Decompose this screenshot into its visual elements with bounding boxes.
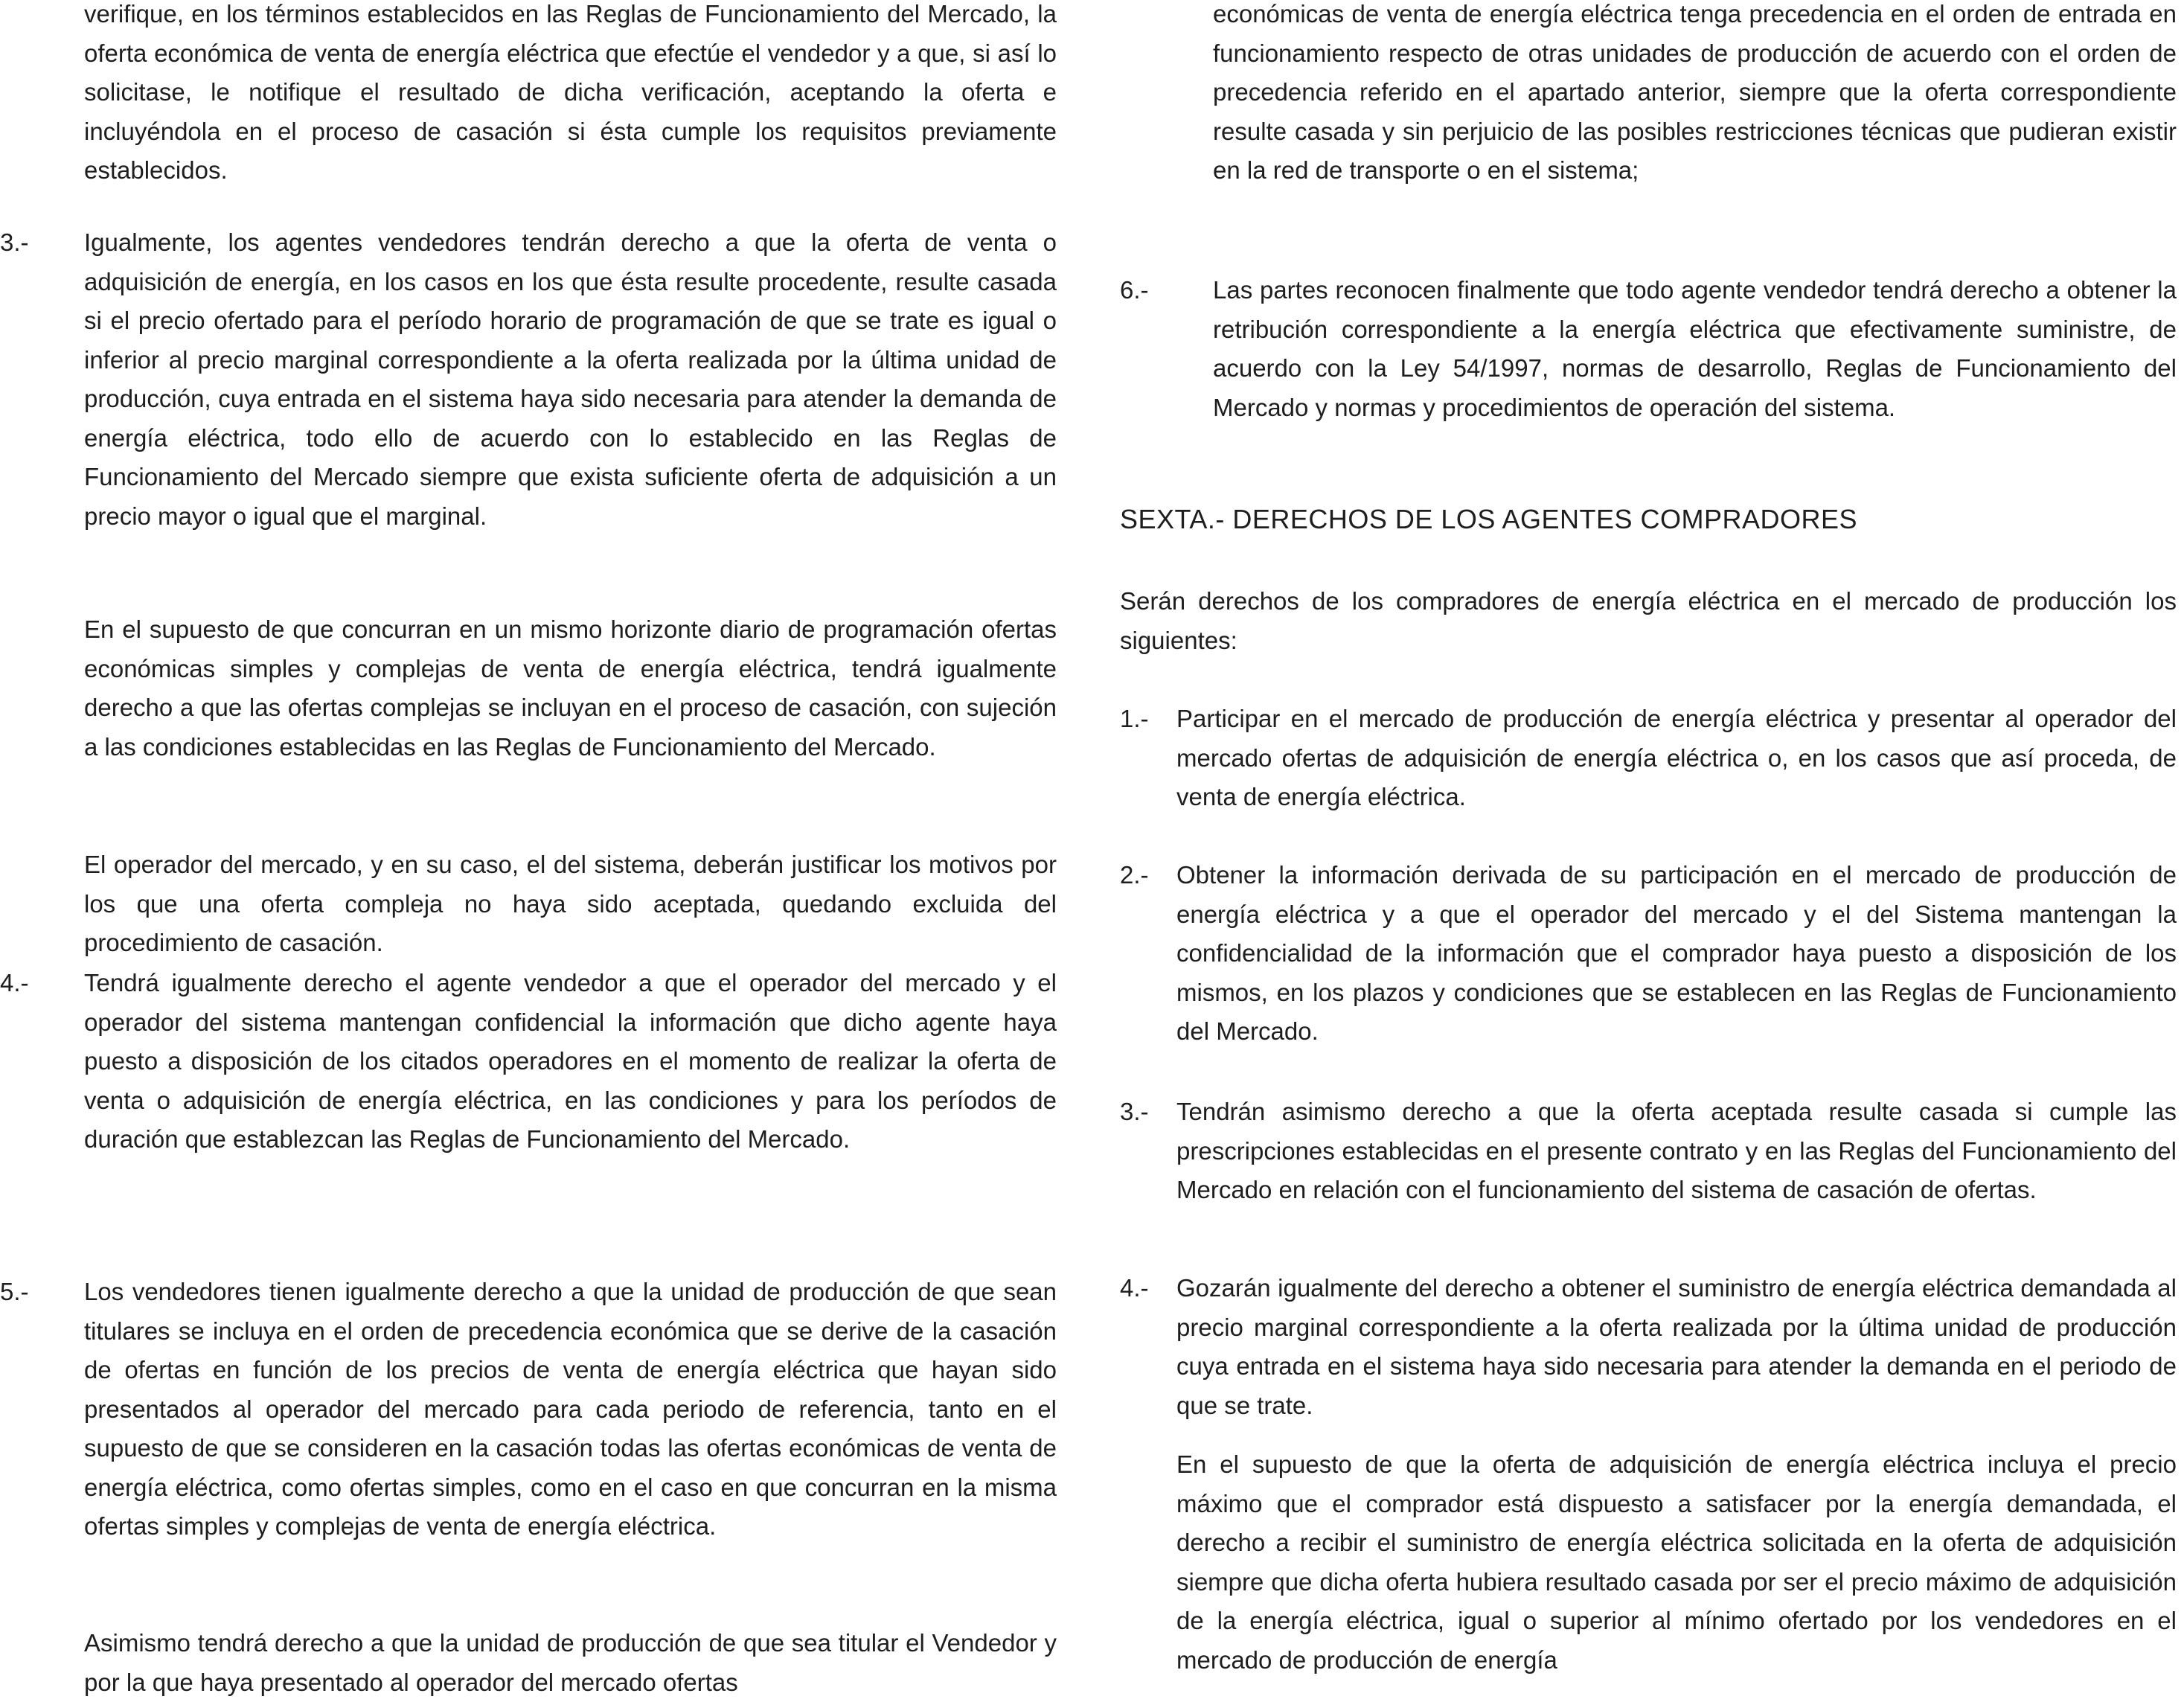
paragraph [1120, 1445, 2177, 1680]
clause-number: 4.- [0, 969, 29, 996]
paragraph-continuation [1120, 0, 2177, 191]
intro-paragraph [1120, 582, 2177, 660]
buyer-right-1 [1120, 700, 2177, 817]
paragraph-text: Asimismo tendrá derecho a que la unidad de producción de que sea titular el Vendedor y por la que haya presentado al operador del mercado ofertas [84, 1629, 1057, 1696]
clause-5 [0, 1273, 1057, 1546]
paragraph-text: Serán derechos de los compradores de energía eléctrica en el mercado de producción los siguientes: [1120, 587, 2177, 654]
clause-number: 2.- [1120, 861, 1149, 889]
clause-6 [1120, 271, 2177, 427]
paragraph-text: En el supuesto de que la oferta de adquisición de energía eléctrica incluya el precio máximo que el comprador está dispuesto a satisfacer por la energía demandada, el derecho a recibir el suministro de energía eléctrica solicitada en la oferta de adquisición siempre que dicha oferta hubiera resultado casada por ser el precio máximo de adquisición de la energía eléctrica, igual o superior al mínimo ofertado por los vendedores en el mercado de producción de energía [1176, 1450, 2177, 1674]
paragraph-text: Obtener la información derivada de su participación en el mercado de producción de energía eléctrica y a que el operador del mercado y el del Sistema mantengan la confidencialidad de la información que el comprador haya puesto a disposición de los mismos, en los plazos y condiciones que se establecen en las Reglas de Funcionamiento del Mercado. [1176, 861, 2177, 1045]
clause-number: 5.- [0, 1278, 29, 1305]
clause-number: 3.- [0, 228, 29, 256]
clause-number: 6.- [1120, 276, 1149, 304]
paragraph-text: En el supuesto de que concurran en un mismo horizonte diario de programación ofertas económicas simples y complejas de venta de energía eléctrica, tendrá igualmente derecho a que las ofertas complejas se incluyan en el proceso de casación, con sujeción a las condiciones establecidas en las Reglas de Funcionamiento del Mercado. [84, 615, 1057, 761]
section-heading: SEXTA.- DERECHOS DE LOS AGENTES COMPRADORES [1120, 504, 1858, 534]
paragraph-text: Participar en el mercado de producción de energía eléctrica y presentar al operador del mercado ofertas de adquisición de energía eléctrica o, en los casos que así proceda, de venta de energía eléctrica. [1176, 705, 2177, 810]
buyer-right-3 [1120, 1092, 2177, 1210]
paragraph-text: verifique, en los términos establecidos en las Reglas de Funcionamiento del Mercado, la oferta económica de venta de energía eléctrica que efectúe el vendedor y a que, si así lo solicitase, le notifique el resultado de dicha verificación, aceptando la oferta e incluyéndola en el proceso de casación si ésta cumple los requisitos previamente establecidos. [84, 0, 1057, 184]
section-heading-block [1120, 500, 2177, 539]
paragraph-text: Igualmente, los agentes vendedores tendrán derecho a que la oferta de venta o adquisición de energía, en los casos en los que ésta resulte procedente, resulte casada si el precio ofertado para el período horario de programación de que se trate es igual o inferior al precio marginal correspondiente a la oferta realizada por la última unidad de producción, cuya entrada en el sistema haya sido necesaria para atender la demanda de energía eléctrica, todo ello de acuerdo con lo establecido en las Reglas de Funcionamiento del Mercado siempre que exista suficiente oferta de adquisición a un precio mayor o igual que el marginal. [84, 228, 1057, 530]
clause-3 [0, 223, 1057, 536]
clause-4 [0, 964, 1057, 1159]
paragraph-text: Las partes reconocen finalmente que todo agente vendedor tendrá derecho a obtener la retribución correspondiente a la energía eléctrica que efectivamente suministre, de acuerdo con la Ley 54/1997, normas de desarrollo, Reglas de Funcionamiento del Mercado y normas y procedimientos de operación del sistema. [1213, 276, 2177, 421]
paragraph-text: económicas de venta de energía eléctrica tenga precedencia en el orden de entrada en funcionamiento respecto de otras unidades de producción de acuerdo con el orden de precedencia referido en el apartado anterior, siempre que la oferta correspondiente resulte casada y sin perjuicio de las posibles restricciones técnicas que pudieran existir en la red de transporte o en el sistema; [1213, 0, 2177, 184]
paragraph-text: Gozarán igualmente del derecho a obtener el suministro de energía eléctrica demandada al precio marginal correspondiente a la oferta realizada por la última unidad de producción cuya entrada en el sistema haya sido necesaria para atender la demanda en el periodo de que se trate. [1176, 1274, 2177, 1419]
paragraph-text: Tendrán asimismo derecho a que la oferta aceptada resulte casada si cumple las prescripciones establecidas en el presente contrato y en las Reglas del Funcionamiento del Mercado en relación con el funcionamiento del sistema de casación de ofertas. [1176, 1098, 2177, 1203]
paragraph [0, 1624, 1057, 1702]
paragraph-continuation [0, 0, 1057, 191]
paragraph [0, 610, 1057, 767]
paragraph-text: Los vendedores tienen igualmente derecho a que la unidad de producción de que sean titulares se incluya en el orden de precedencia económica que se derive de la casación de ofertas en función de los precios de venta de energía eléctrica que hayan sido presentados al operador del mercado para cada periodo de referencia, tanto en el supuesto de que se consideren en la casación todas las ofertas económicas de venta de energía eléctrica, como ofertas simples, como en el caso en que concurran en la misma ofertas simples y complejas de venta de energía eléctrica. [84, 1278, 1057, 1540]
paragraph-text: El operador del mercado, y en su caso, el del sistema, deberán justificar los motivos por los que una oferta compleja no haya sido aceptada, quedando excluida del procedimiento de casación. [84, 851, 1057, 956]
clause-number: 4.- [1120, 1274, 1149, 1302]
clause-number: 3.- [1120, 1098, 1149, 1125]
buyer-right-4 [1120, 1269, 2177, 1425]
buyer-right-2 [1120, 856, 2177, 1052]
clause-number: 1.- [1120, 705, 1149, 732]
paragraph [0, 845, 1057, 963]
paragraph-text: Tendrá igualmente derecho el agente vendedor a que el operador del mercado y el operador del sistema mantengan confidencial la información que dicho agente haya puesto a disposición de los citados operadores en el momento de realizar la oferta de venta o adquisición de energía eléctrica, en las condiciones y para los períodos de duración que establezcan las Reglas de Funcionamiento del Mercado. [84, 969, 1057, 1153]
